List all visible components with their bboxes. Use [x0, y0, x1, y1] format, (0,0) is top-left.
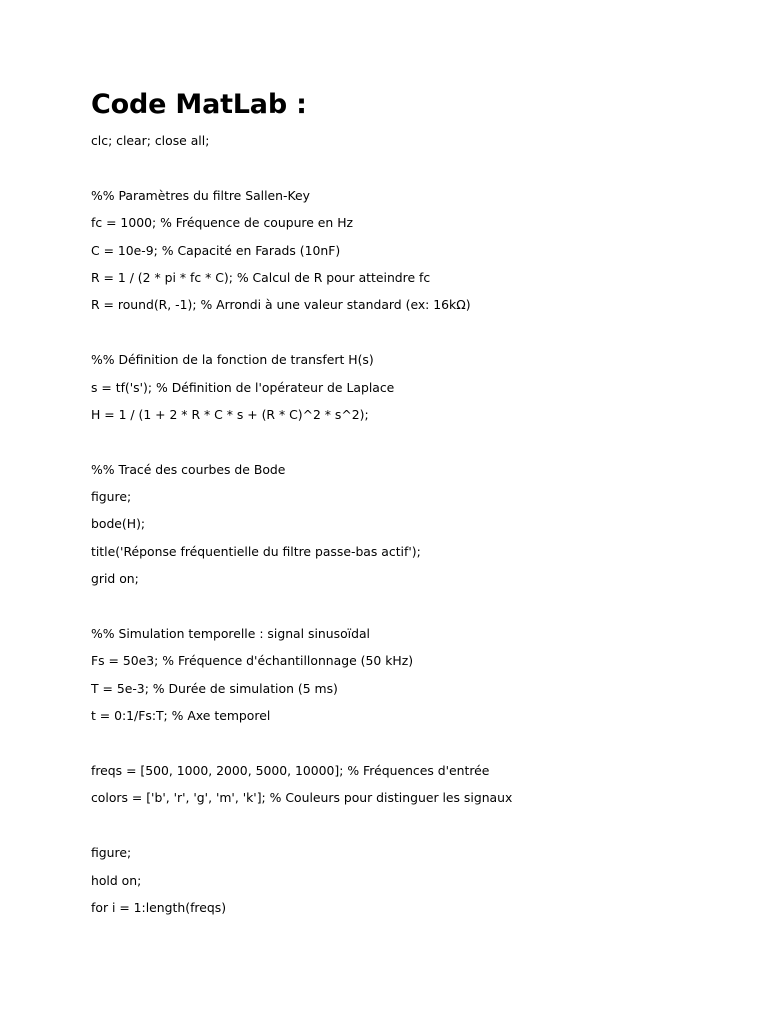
code-line: figure; [91, 845, 132, 861]
code-line: title('Réponse fréquentielle du filtre passe-bas actif'); [91, 543, 421, 559]
code-block [91, 127, 512, 921]
code-line: fc = 1000; % Fréquence de coupure en Hz [91, 215, 354, 231]
blank-line [91, 730, 512, 757]
page-title: Code MatLab : [91, 89, 307, 120]
code-line: T = 5e-3; % Durée de simulation (5 ms) [91, 680, 338, 696]
code-comment-line: %% Simulation temporelle : signal sinusoïdal [91, 626, 371, 642]
blank-line [91, 812, 512, 839]
blank-line [91, 154, 512, 181]
code-line: freqs = [500, 1000, 2000, 5000, 10000]; % Fréquences d'entrée [91, 762, 490, 778]
code-line: grid on; [91, 571, 139, 587]
code-line: for i = 1:length(freqs) [91, 899, 227, 915]
code-line: figure; [91, 489, 132, 505]
blank-line [91, 428, 512, 455]
code-comment-line: %% Paramètres du filtre Sallen-Key [91, 187, 310, 203]
code-line: Fs = 50e3; % Fréquence d'échantillonnage (50 kHz) [91, 653, 414, 669]
blank-line [91, 319, 512, 346]
code-line: hold on; [91, 872, 142, 888]
code-line: R = round(R, -1); % Arrondi à une valeur standard (ex: 16kΩ) [91, 297, 471, 313]
code-comment-line: %% Définition de la fonction de transfert H(s) [91, 352, 374, 368]
code-line: colors = ['b', 'r', 'g', 'm', 'k']; % Couleurs pour distinguer les signaux [91, 790, 513, 806]
blank-line [91, 593, 512, 620]
code-line: clc; clear; close all; [91, 133, 210, 148]
code-comment-line: %% Tracé des courbes de Bode [91, 461, 286, 477]
code-line: s = tf('s'); % Définition de l'opérateur de Laplace [91, 379, 395, 395]
code-line: C = 10e-9; % Capacité en Farads (10nF) [91, 242, 341, 258]
code-line: R = 1 / (2 * pi * fc * C); % Calcul de R pour atteindre fc [91, 269, 431, 285]
code-line: H = 1 / (1 + 2 * R * C * s + (R * C)^2 * s^2); [91, 406, 369, 422]
code-line: t = 0:1/Fs:T; % Axe temporel [91, 708, 271, 724]
code-line: bode(H); [91, 516, 146, 532]
